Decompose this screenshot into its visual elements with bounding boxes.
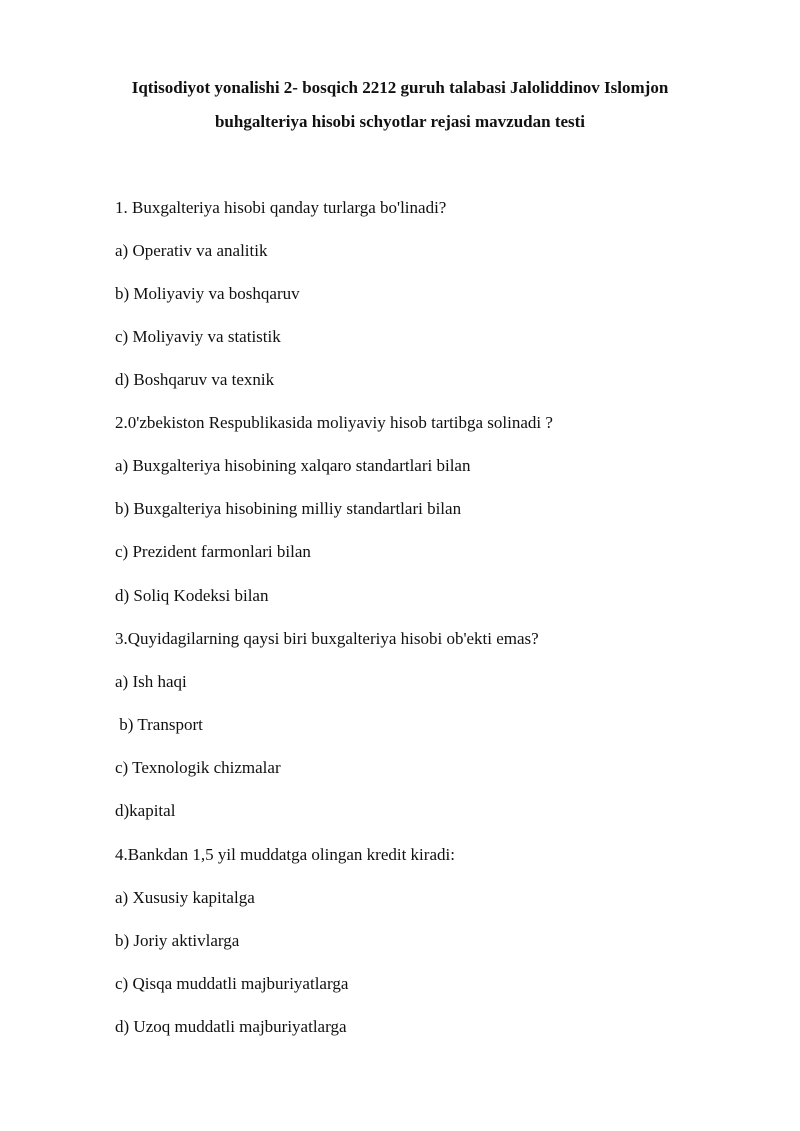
question-1-option-b: b) Moliyaviy va boshqaruv <box>115 284 300 303</box>
question-2-option-c: c) Prezident farmonlari bilan <box>115 542 311 561</box>
question-1: 1. Buxgalteriya hisobi qanday turlarga bo'linadi? <box>115 198 447 217</box>
document-title-line-2: buhgalteriya hisobi schyotlar rejasi mavzudan testi <box>214 112 586 131</box>
question-3-option-c: c) Texnologik chizmalar <box>115 758 281 777</box>
question-3-option-b: b) Transport <box>115 715 203 734</box>
question-4: 4.Bankdan 1,5 yil muddatga olingan kredit kiradi: <box>115 845 455 864</box>
question-1-option-a: a) Operativ va analitik <box>115 241 268 260</box>
question-4-option-a: a) Xususiy kapitalga <box>115 888 255 907</box>
question-1-option-d: d) Boshqaruv va texnik <box>115 370 275 389</box>
question-4-option-b: b) Joriy aktivlarga <box>115 931 240 950</box>
question-3-option-a: a) Ish haqi <box>115 672 187 691</box>
question-4-option-d: d) Uzoq muddatli majburiyatlarga <box>115 1017 347 1036</box>
question-2-option-d: d) Soliq Kodeksi bilan <box>115 586 269 605</box>
document-title-line-1: Iqtisodiyot yonalishi 2- bosqich 2212 guruh talabasi Jaloliddinov Islomjon <box>131 78 669 97</box>
question-2: 2.0'zbekiston Respublikasida moliyaviy hisob tartibga solinadi ? <box>115 413 553 432</box>
question-2-option-b: b) Buxgalteriya hisobining milliy standartlari bilan <box>115 499 462 518</box>
question-3: 3.Quyidagilarning qaysi biri buxgalteriya hisobi ob'ekti emas? <box>115 629 539 648</box>
question-2-option-a: a) Buxgalteriya hisobining xalqaro standartlari bilan <box>115 456 471 475</box>
question-1-option-c: c) Moliyaviy va statistik <box>115 327 281 346</box>
question-4-option-c: c) Qisqa muddatli majburiyatlarga <box>115 974 349 993</box>
question-3-option-d: d)kapital <box>115 801 176 820</box>
